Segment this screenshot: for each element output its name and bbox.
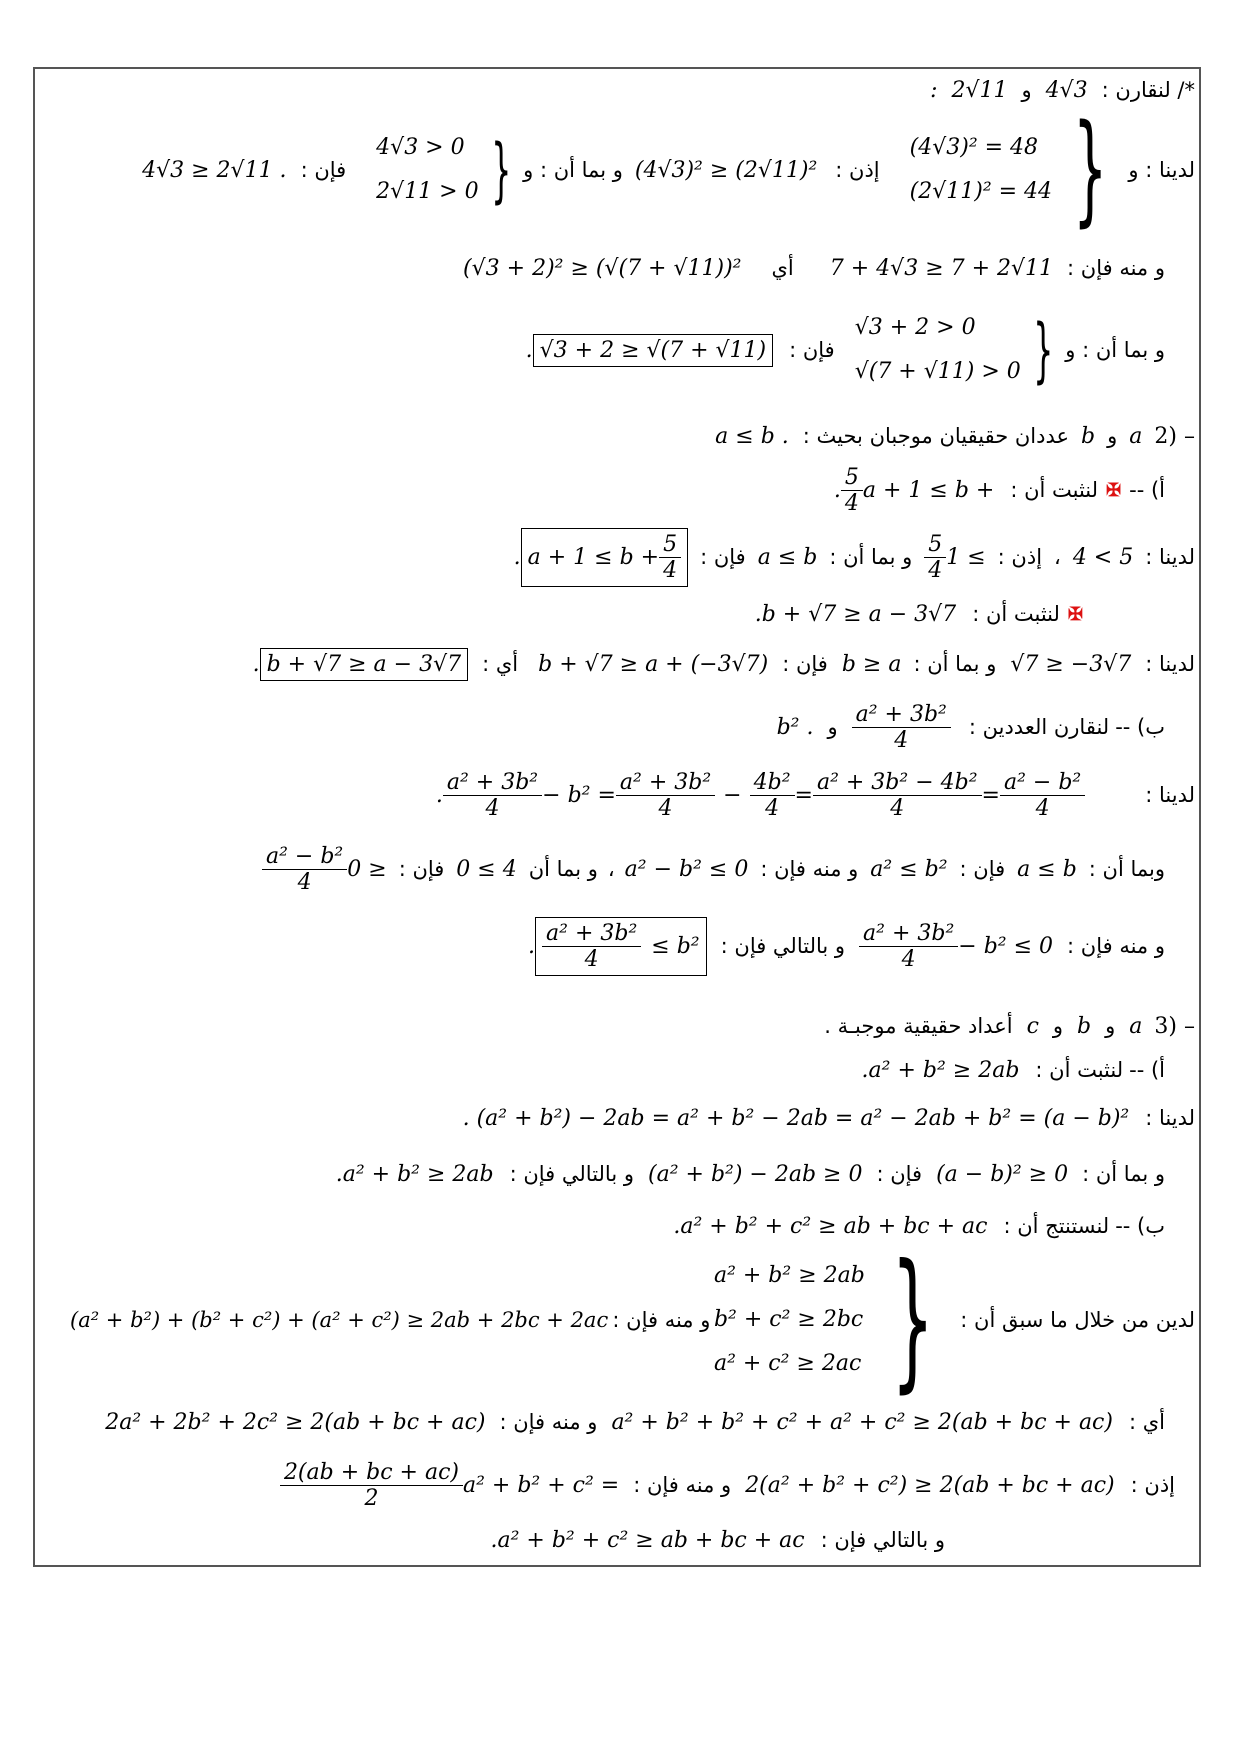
item-number: 3) – <box>1154 1013 1195 1039</box>
numerator: 5 <box>924 532 946 558</box>
text: لنقارن العددين : <box>968 715 1110 739</box>
math: 2(a² + b² + c²) ≥ 2(ab + bc + ac) <box>745 1472 1115 1498</box>
text: و <box>1105 1014 1116 1038</box>
item-number: 2) – <box>1154 423 1195 449</box>
math: .a² + b² + c² ≥ ab + bc + ac <box>673 1213 988 1239</box>
text: لدينا : <box>1145 783 1195 807</box>
line-13 <box>70 910 1195 982</box>
math: = <box>794 782 813 808</box>
text: فإن : <box>876 1162 923 1186</box>
math: b + √7 ≥ a + (−3√7) <box>538 651 769 677</box>
line-4 <box>70 304 1195 396</box>
denominator: 4 <box>1035 795 1050 821</box>
denominator: 4 <box>765 795 780 821</box>
brace: } <box>1033 309 1054 391</box>
denominator: 4 <box>663 557 678 583</box>
fraction <box>813 770 982 821</box>
text: ب) -- <box>1115 715 1165 739</box>
math: .b + √7 ≥ a − 3√7 <box>754 601 957 627</box>
numerator: a² − b² <box>1000 770 1085 796</box>
math: .a² + b² ≥ 2ab <box>335 1161 494 1187</box>
math: 0 ≤ 4 <box>456 856 517 882</box>
math: ≤ b² <box>651 933 700 959</box>
system <box>910 126 1052 214</box>
text: عددان حقيقيان موجبان بحيث : <box>802 424 1070 448</box>
math: a² + c² ≥ 2ac <box>713 1351 862 1376</box>
math: − b² ≤ 0 <box>958 933 1054 959</box>
system <box>376 126 478 214</box>
math: 4√3 ≥ 2√11 . <box>142 157 287 183</box>
text: و <box>1021 78 1032 102</box>
math: b² . <box>776 714 814 740</box>
text: أي : <box>1128 1410 1165 1434</box>
text: فإن : <box>789 338 835 362</box>
math: (√3 + 2)² ≥ (√(7 + √11))² <box>463 255 742 281</box>
math: = <box>981 782 1000 808</box>
text: فإن : <box>782 652 828 676</box>
line-21 <box>70 1452 1195 1518</box>
text: و بما أن <box>528 857 598 881</box>
line-3 <box>70 244 1195 292</box>
math: √7 ≥ −3√7 <box>1010 651 1132 677</box>
fraction <box>1000 770 1085 821</box>
text: لنثبت أن : <box>1035 1058 1124 1082</box>
text: إذن : <box>1130 1473 1175 1497</box>
numerator: a² + 3b² <box>443 770 542 796</box>
math: a ≤ b <box>757 544 818 570</box>
line-15 <box>70 1052 1195 1088</box>
text: لدين من خلال ما سبق أن : <box>960 1308 1195 1332</box>
text: لدينا : <box>1145 652 1195 676</box>
brace: } <box>891 1233 935 1407</box>
text: أعداد حقيقية موجبـة . <box>824 1014 1013 1038</box>
math: 7 + 4√3 ≥ 7 + 2√11 <box>829 255 1054 281</box>
line-12 <box>70 836 1195 902</box>
numerator: a² + 3b² − 4b² <box>813 770 982 796</box>
denominator: 4 <box>890 795 905 821</box>
text: و بالتالي فإن : <box>820 1528 945 1552</box>
denominator: 4 <box>297 869 312 895</box>
text: و بالتالي فإن : <box>720 934 846 958</box>
denominator: 4 <box>844 490 859 516</box>
denominator: 4 <box>894 727 909 753</box>
text: و <box>827 715 838 739</box>
text: لدينا : و <box>1128 158 1195 182</box>
line-1 <box>70 72 1195 108</box>
text: فإن : <box>300 158 347 182</box>
numerator: 4b² <box>750 770 795 796</box>
math: 1 ≤ <box>946 544 986 570</box>
text: و بما أن : <box>913 652 997 676</box>
fraction <box>859 921 958 972</box>
cross-bullet-icon: ✠ <box>1067 603 1083 625</box>
fraction <box>750 770 795 821</box>
line-20 <box>70 1400 1195 1444</box>
line-22 <box>70 1520 1195 1560</box>
math: (4√3)² ≥ (2√11)² <box>634 157 818 183</box>
line-19 <box>70 1233 1195 1407</box>
text: و منه فإن : <box>760 857 859 881</box>
system <box>855 306 1021 394</box>
math: a <box>1129 423 1143 449</box>
fraction <box>852 702 951 753</box>
math: (2√11)² = 44 <box>909 179 1053 204</box>
math: b ≥ a <box>841 651 902 677</box>
numerator: 5 <box>841 465 863 491</box>
math: .a² + b² ≥ 2ab <box>861 1057 1020 1083</box>
math: . <box>252 651 260 677</box>
math: 4 < 5 <box>1072 544 1134 570</box>
math: a² + b² + b² + c² + a² + c² ≥ 2(ab + bc + ac) <box>611 1409 1113 1435</box>
line-5 <box>70 418 1195 454</box>
text: أي : <box>482 652 519 676</box>
line-7 <box>70 526 1195 588</box>
text: لنستنتج أن : <box>1003 1214 1110 1238</box>
math: (a − b)² ≥ 0 <box>936 1161 1069 1187</box>
math: . <box>833 477 841 503</box>
denominator: 2 <box>364 1485 379 1511</box>
line-14 <box>70 1008 1195 1044</box>
math: . (a² + b²) − 2ab = a² + b² − 2ab = a² − 2ab + b² = (a − b)² <box>462 1105 1130 1131</box>
text: أي <box>771 256 794 280</box>
text: و <box>1107 424 1118 448</box>
fraction <box>616 770 715 821</box>
denominator: 4 <box>928 557 943 583</box>
math: a² ≤ b² <box>870 856 948 882</box>
text: لنثبت أن : <box>972 602 1060 626</box>
math: 2√11 <box>951 77 1008 103</box>
math: 2√11 > 0 <box>376 179 479 204</box>
text: ، <box>1054 545 1061 569</box>
text: و بما أن : <box>829 545 913 569</box>
text: وبما أن : <box>1088 857 1165 881</box>
text: لنثبت أن : <box>1010 478 1099 502</box>
text: فإن : <box>700 545 746 569</box>
text: و بالتالي فإن : <box>509 1162 634 1186</box>
line-6 <box>70 460 1195 520</box>
text: لدينا : <box>1145 545 1195 569</box>
math: b <box>1081 423 1096 449</box>
text: و بما أن : و <box>1065 338 1165 362</box>
math: √3 + 2 > 0 <box>854 315 976 340</box>
math: 4√3 <box>1045 77 1088 103</box>
brace: } <box>1073 100 1108 239</box>
text: إذن : <box>835 158 880 182</box>
denominator: 4 <box>658 795 673 821</box>
text: و منه فإن : <box>612 1308 711 1332</box>
math: (a² + b²) + (b² + c²) + (a² + c²) ≥ 2ab + 2bc + 2ac <box>70 1308 609 1332</box>
text: فإن : <box>959 857 1006 881</box>
math: 2a² + 2b² + 2c² ≥ 2(ab + bc + ac) <box>105 1409 486 1435</box>
text: و <box>1052 1014 1064 1038</box>
math: (4√3)² = 48 <box>909 135 1039 160</box>
math: 0 ≥ <box>347 856 387 882</box>
math: : <box>930 77 938 103</box>
math: a² + b² ≥ 2ab <box>713 1263 865 1288</box>
math: . <box>435 782 443 808</box>
cross-bullet-icon: ✠ <box>1106 479 1122 501</box>
line-11 <box>70 762 1195 828</box>
line-10 <box>70 694 1195 760</box>
numerator: 5 <box>659 532 681 558</box>
numerator: a² − b² <box>262 844 347 870</box>
math: . <box>528 933 536 959</box>
math: b <box>1077 1013 1092 1039</box>
system <box>714 1254 865 1386</box>
math: √(7 + √11) > 0 <box>854 359 1021 384</box>
line-17 <box>70 1152 1195 1196</box>
text: و منه فإن : <box>633 1473 732 1497</box>
result-box <box>535 917 707 976</box>
math: a ≤ b . <box>715 423 789 449</box>
line-18 <box>70 1208 1195 1244</box>
fraction <box>542 921 641 972</box>
math: a + 1 ≤ b + <box>862 477 995 503</box>
fraction <box>841 465 863 516</box>
math: (a² + b²) − 2ab ≥ 0 <box>648 1161 863 1187</box>
numerator: a² + 3b² <box>542 921 641 947</box>
math: − <box>723 782 742 808</box>
numerator: a² + 3b² <box>616 770 715 796</box>
denominator: 4 <box>485 795 500 821</box>
result-box <box>521 528 688 587</box>
math: a² − b² ≤ 0 <box>624 856 749 882</box>
math: 4√3 > 0 <box>376 135 465 160</box>
text: و بما أن : <box>1082 1162 1165 1186</box>
math: .a² + b² + c² ≥ ab + bc + ac <box>490 1527 805 1553</box>
line-9 <box>70 642 1195 686</box>
text: لدينا : <box>1145 1106 1195 1130</box>
math: . <box>513 544 521 570</box>
text: فإن : <box>398 857 445 881</box>
math: − b² = <box>542 782 616 808</box>
math: a + 1 ≤ b + <box>527 544 660 570</box>
fraction <box>280 1460 463 1511</box>
fraction <box>924 532 946 583</box>
text: إذن : <box>997 545 1043 569</box>
text: ، <box>607 857 615 881</box>
denominator: 4 <box>584 946 599 972</box>
numerator: a² + 3b² <box>852 702 951 728</box>
text: و منه فإن : <box>499 1410 598 1434</box>
fraction <box>262 844 347 895</box>
text: و منه فإن : <box>1067 934 1165 958</box>
text: و منه فإن : <box>1067 256 1165 280</box>
math: a² + b² + c² = <box>462 1472 620 1498</box>
math: b² + c² ≥ 2bc <box>713 1307 864 1332</box>
denominator: 4 <box>901 946 916 972</box>
result-box: √3 + 2 ≥ √(7 + √11) <box>533 334 773 367</box>
brace: } <box>490 129 511 211</box>
text: ب) -- <box>1115 1214 1165 1238</box>
math: a ≤ b <box>1017 856 1077 882</box>
line-8 <box>70 596 1195 632</box>
text: */ لنقارن : <box>1101 78 1195 102</box>
fraction <box>443 770 542 821</box>
text: أ) -- <box>1129 1058 1165 1082</box>
text: و بما أن : و <box>523 158 623 182</box>
math: . <box>525 337 533 363</box>
numerator: a² + 3b² <box>859 921 958 947</box>
line-16 <box>70 1096 1195 1140</box>
math: a <box>1129 1013 1143 1039</box>
numerator: 2(ab + bc + ac) <box>280 1460 463 1486</box>
text: أ) -- <box>1129 478 1165 502</box>
fraction <box>659 532 681 583</box>
math: c <box>1026 1013 1039 1039</box>
result-box: b + √7 ≥ a − 3√7 <box>260 648 469 681</box>
line-2 <box>70 100 1195 239</box>
